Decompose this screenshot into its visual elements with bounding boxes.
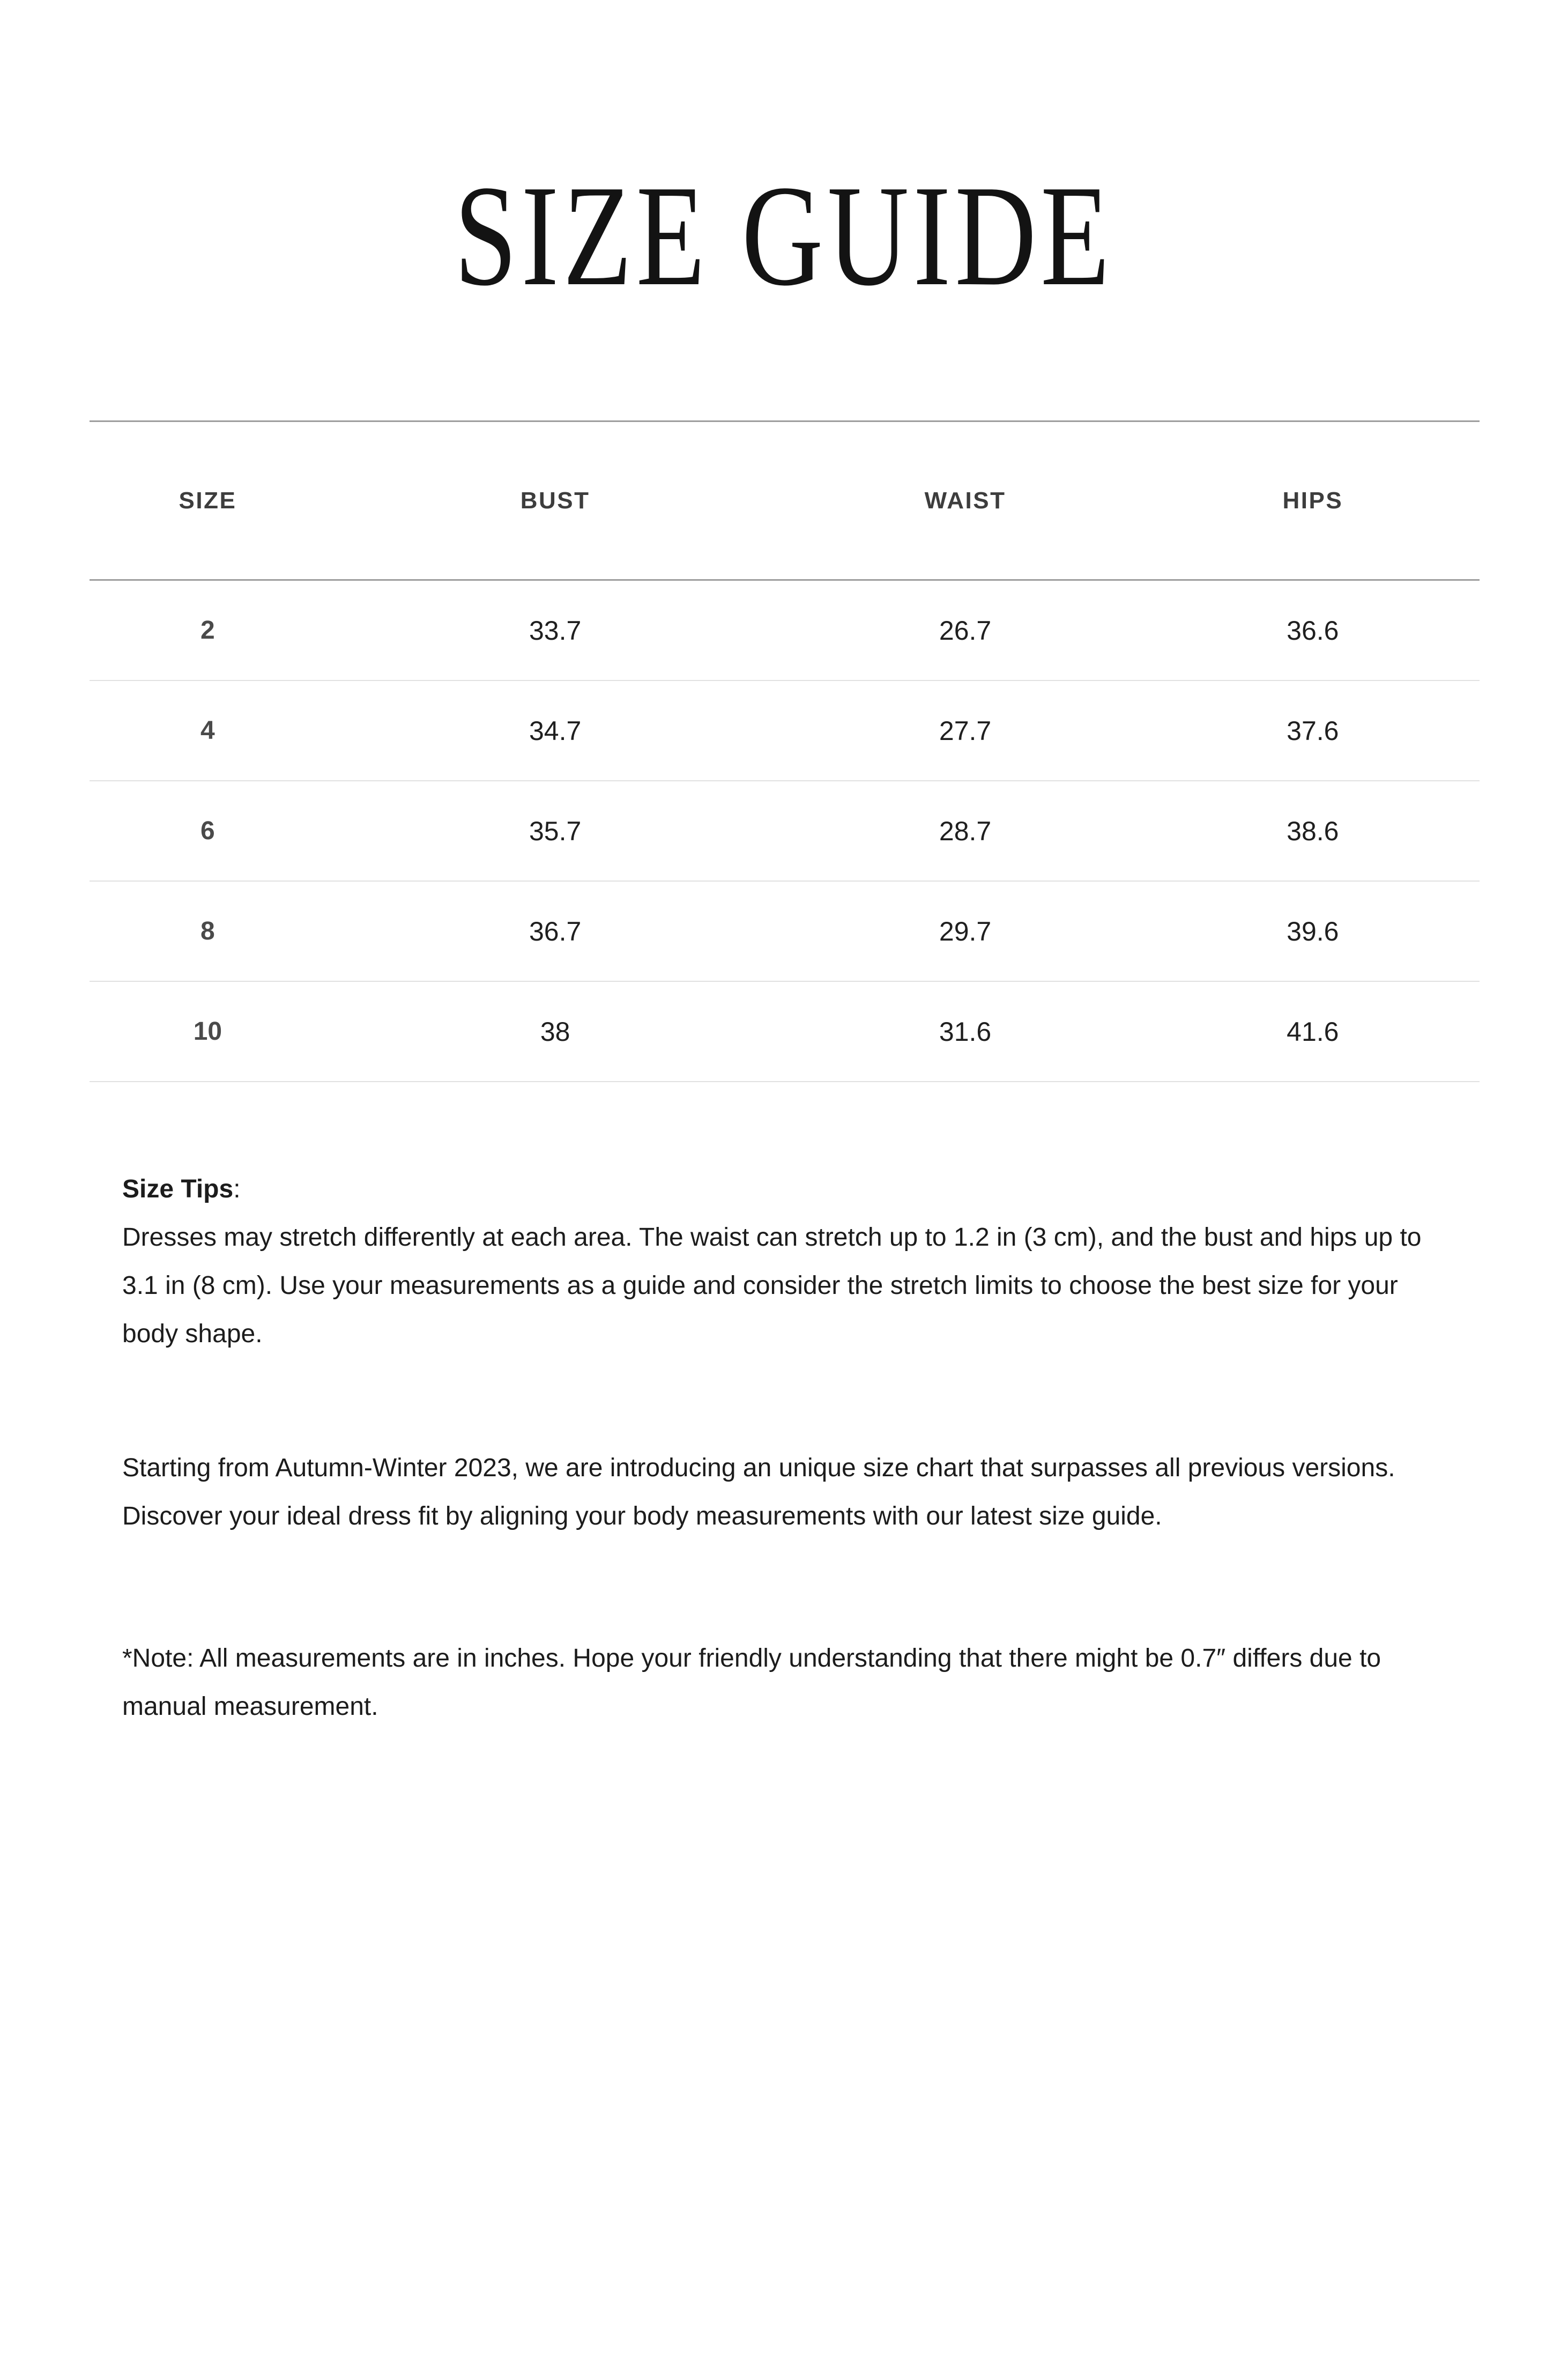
size-cell: 8	[90, 881, 326, 981]
waist-cell: 27.7	[784, 680, 1146, 781]
table-row	[90, 580, 1480, 681]
season-note-paragraph: Starting from Autumn-Winter 2023, we are introducing an unique size chart that surpasses all previous versions. Discover your ideal dress fit by aligning your body measurements with our latest size guide.	[122, 1454, 1395, 1530]
hips-cell: 37.6	[1146, 680, 1480, 781]
hips-cell: 38.6	[1146, 781, 1480, 881]
notes-section	[122, 1165, 1441, 1731]
size-table	[90, 420, 1480, 1082]
hips-cell: 36.6	[1146, 580, 1480, 681]
size-table-header-row	[90, 421, 1480, 580]
waist-cell: 26.7	[784, 580, 1146, 681]
size-tips-colon: :	[233, 1175, 241, 1203]
bust-cell: 38	[326, 981, 785, 1082]
size-tips-body: Dresses may stretch differently at each area. The waist can stretch up to 1.2 in (3 cm), and the bust and hips up to 3.1 in (8 cm). Use your measurements as a guide and consider the stretch limits to choose the best size for your body shape.	[122, 1223, 1422, 1348]
bust-cell: 36.7	[326, 881, 785, 981]
waist-cell: 28.7	[784, 781, 1146, 881]
column-header-bust: BUST	[326, 421, 785, 580]
hips-cell: 39.6	[1146, 881, 1480, 981]
bust-cell: 35.7	[326, 781, 785, 881]
table-row	[90, 881, 1480, 981]
bust-cell: 34.7	[326, 680, 785, 781]
waist-cell: 29.7	[784, 881, 1146, 981]
bust-cell: 33.7	[326, 580, 785, 681]
size-cell: 6	[90, 781, 326, 881]
column-header-size: SIZE	[90, 421, 326, 580]
table-row	[90, 680, 1480, 781]
measurement-note-paragraph: *Note: All measurements are in inches. Hope your friendly understanding that there might be 0.7″ differs due to manual measurement.	[122, 1644, 1381, 1721]
size-cell: 10	[90, 981, 326, 1082]
size-cell: 4	[90, 680, 326, 781]
page-title: SIZE GUIDE	[454, 156, 1114, 316]
table-row	[90, 781, 1480, 881]
column-header-waist: WAIST	[784, 421, 1146, 580]
size-cell: 2	[90, 580, 326, 681]
hips-cell: 41.6	[1146, 981, 1480, 1082]
table-row	[90, 981, 1480, 1082]
size-tips-paragraph	[122, 1165, 1441, 1358]
column-header-hips: HIPS	[1146, 421, 1480, 580]
waist-cell: 31.6	[784, 981, 1146, 1082]
size-tips-label: Size Tips	[122, 1175, 234, 1203]
